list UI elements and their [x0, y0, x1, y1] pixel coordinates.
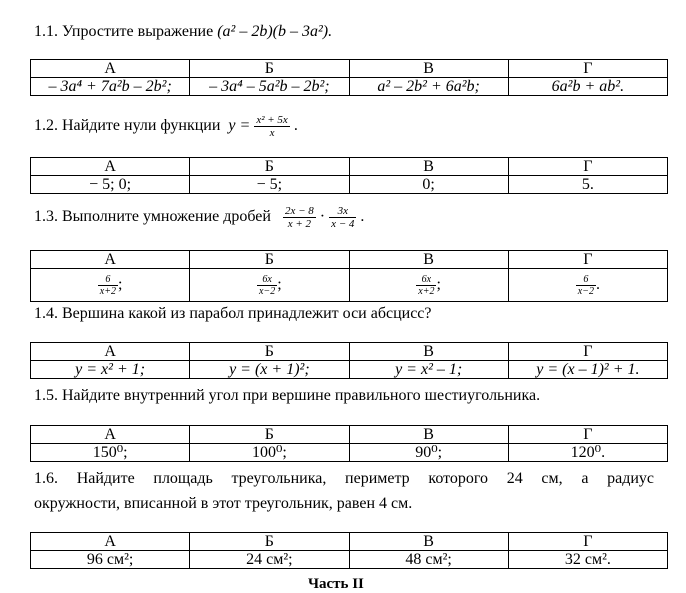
option-value: [190, 269, 349, 302]
question-1-4: [34, 304, 432, 324]
option-letter: Г: [508, 60, 667, 78]
option-letter: В: [349, 251, 508, 269]
question-1-5: [34, 386, 540, 406]
option-letter: Г: [508, 158, 667, 176]
option-value: 6a²b + ab².: [508, 78, 667, 96]
fraction-denominator: x+2: [99, 285, 116, 297]
answer-table-1-2: [30, 157, 668, 194]
option-fraction: [257, 274, 277, 297]
question-1-1: [34, 22, 332, 42]
fraction-numerator: x² + 5x: [256, 114, 288, 126]
option-value: 48 см²;: [349, 551, 508, 569]
option-letter: А: [31, 251, 190, 269]
question-1-2: [34, 114, 298, 139]
fraction-denominator: x−2: [577, 285, 594, 297]
option-tail: ;: [436, 275, 441, 293]
question-number: 1.4.: [34, 305, 58, 322]
fraction-denominator: x+2: [418, 285, 435, 297]
fraction-1: [283, 205, 316, 230]
question-text: Упростите выражение: [62, 23, 214, 40]
fraction-numerator: 6: [98, 274, 118, 286]
option-letter: В: [349, 158, 508, 176]
multiply-dot: ·: [319, 208, 326, 226]
option-value: − 5;: [190, 176, 349, 194]
option-letter: В: [349, 426, 508, 444]
expression-lhs: y =: [228, 117, 251, 135]
option-value: 0;: [349, 176, 508, 194]
option-letter: Б: [190, 426, 349, 444]
option-letter: Г: [508, 533, 667, 551]
question-1-6: [34, 469, 654, 514]
fraction-2: [329, 205, 356, 230]
option-fraction: [576, 274, 596, 297]
question-number: 1.6.: [34, 470, 58, 487]
option-value: 150⁰;: [31, 444, 190, 462]
option-tail: ;: [277, 275, 282, 293]
answer-table-1-3: [30, 250, 668, 302]
option-value: y = (x – 1)² + 1.: [508, 361, 667, 379]
answer-table-1-5: [30, 425, 668, 462]
question-number: 1.3.: [34, 208, 58, 226]
option-value: – 3a⁴ + 7a²b – 2b²;: [31, 78, 190, 96]
option-tail: ;: [117, 275, 123, 293]
option-value: 24 см²;: [190, 551, 349, 569]
option-letter: Б: [190, 251, 349, 269]
question-1-3: [34, 205, 364, 230]
section-heading: Часть II: [308, 576, 364, 592]
option-value: – 3a⁴ – 5a²b – 2b²;: [190, 78, 349, 96]
question-text: Найдите внутренний угол при вершине правильного шестиугольника.: [62, 387, 541, 404]
question-number: 1.5.: [34, 387, 58, 404]
answer-table-1-4: [30, 342, 668, 379]
expression: (a² – 2b)(b – 3a²).: [217, 23, 333, 40]
option-value: 100⁰;: [190, 444, 349, 462]
option-letter: А: [31, 426, 190, 444]
fraction-denominator: x: [269, 127, 275, 139]
answer-table-1-1: [30, 59, 668, 96]
option-letter: Г: [508, 426, 667, 444]
option-letter: А: [31, 343, 190, 361]
answer-table-1-6: [30, 532, 668, 569]
fraction-numerator: 6: [576, 274, 596, 286]
option-value: 90⁰;: [349, 444, 508, 462]
fraction-numerator: 2x − 8: [284, 205, 314, 217]
option-letter: Б: [190, 60, 349, 78]
option-value: 96 см²;: [31, 551, 190, 569]
fraction-numerator: 6x: [416, 274, 436, 286]
option-letter: Б: [190, 343, 349, 361]
question-text: Выполните умножение дробей: [62, 208, 271, 226]
expression-tail: .: [293, 117, 298, 135]
option-letter: В: [349, 60, 508, 78]
option-letter: А: [31, 158, 190, 176]
option-letter: А: [31, 60, 190, 78]
option-fraction: [416, 274, 436, 297]
question-number: 1.2.: [34, 117, 58, 135]
option-letter: Б: [190, 158, 349, 176]
option-value: [349, 269, 508, 302]
question-number: 1.1.: [34, 23, 58, 40]
option-value: − 5; 0;: [31, 176, 190, 194]
fraction-numerator: 3x: [329, 205, 356, 218]
option-value: a² – 2b² + 6a²b;: [349, 78, 508, 96]
option-letter: Г: [508, 251, 667, 269]
option-value: y = x² – 1;: [349, 361, 508, 379]
fraction-denominator: x + 2: [287, 218, 312, 230]
option-value: 5.: [508, 176, 667, 194]
option-value: y = (x + 1)²;: [190, 361, 349, 379]
fraction-denominator: x − 4: [331, 218, 355, 230]
fraction-numerator: 6x: [257, 274, 277, 286]
option-value: [508, 269, 667, 302]
option-letter: В: [349, 343, 508, 361]
option-value: 32 см².: [508, 551, 667, 569]
question-text-line-1: Найдите площадь треугольника, периметр которого 24 см, а радиус: [76, 470, 655, 487]
question-text-line-2: окружности, вписанной в этот треугольник, равен 4 см.: [34, 495, 413, 512]
option-letter: А: [31, 533, 190, 551]
fraction-denominator: x−2: [259, 285, 276, 297]
option-value: 120⁰.: [508, 444, 667, 462]
option-letter: Г: [508, 343, 667, 361]
option-letter: В: [349, 533, 508, 551]
option-tail: .: [595, 275, 600, 293]
fraction: [254, 114, 290, 139]
expression-tail: .: [360, 208, 365, 226]
option-value: y = x² + 1;: [31, 361, 190, 379]
question-text: Найдите нули функции: [62, 117, 221, 135]
question-text: Вершина какой из парабол принадлежит оси абсцисс?: [62, 305, 432, 322]
question-line-1: [34, 469, 654, 489]
option-fraction: [98, 274, 118, 297]
option-value: [31, 269, 190, 302]
option-letter: Б: [190, 533, 349, 551]
